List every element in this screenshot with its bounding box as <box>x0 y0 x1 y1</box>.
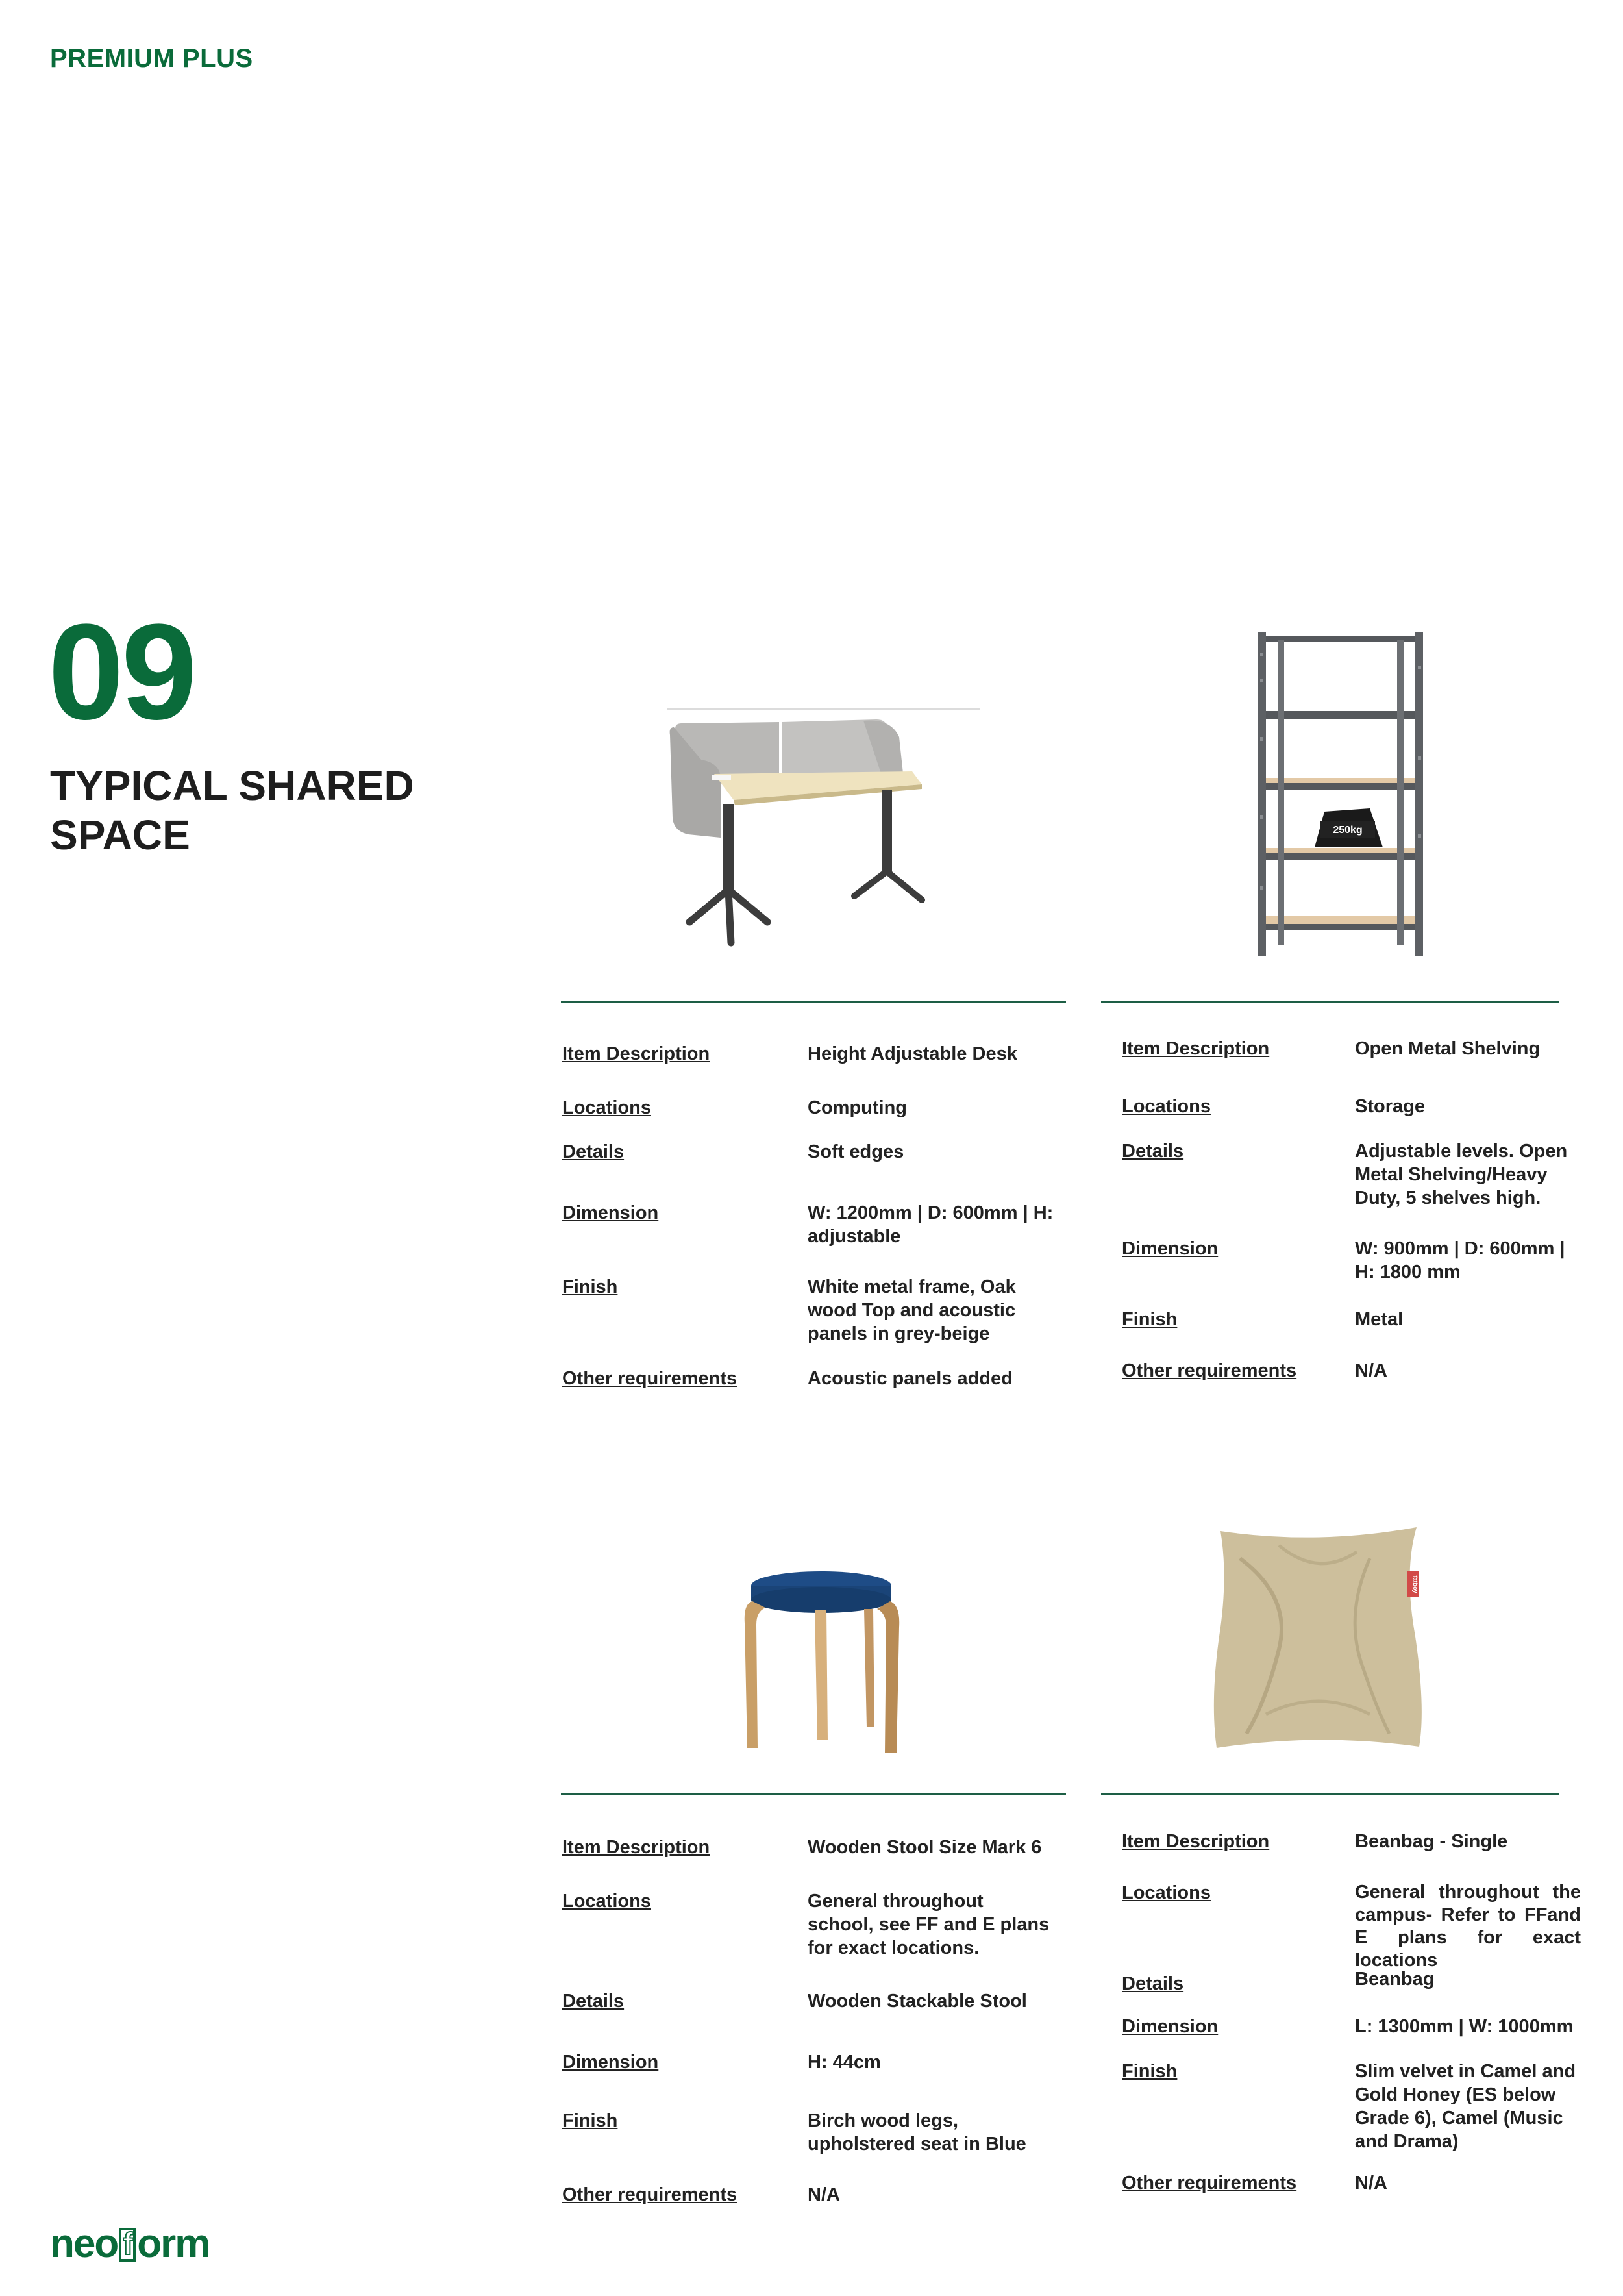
height-adjustable-desk-image <box>649 701 987 961</box>
label-other-requirements: Other requirements <box>562 2184 737 2205</box>
value-locations: General throughout school, see FF and E plans for exact locations. <box>808 1891 1050 1958</box>
value-dimension: W: 900mm | D: 600mm | H: 1800 mm <box>1355 1238 1565 1282</box>
section-number: 09 <box>48 595 195 748</box>
value-details: Beanbag <box>1355 1969 1435 1990</box>
label-finish: Finish <box>1122 1309 1178 1330</box>
divider-item-3 <box>561 1793 1066 1795</box>
label-item-description: Item Description <box>562 1837 710 1858</box>
logo-f-mark: f <box>119 2228 136 2262</box>
label-finish: Finish <box>1122 2061 1178 2082</box>
logo-text-neo: neo <box>50 2221 118 2266</box>
brand-header: PREMIUM PLUS <box>50 44 253 73</box>
label-details: Details <box>1122 1141 1184 1162</box>
value-finish: Birch wood legs, upholstered seat in Blue <box>808 2110 1026 2154</box>
label-dimension: Dimension <box>562 2052 659 2073</box>
value-finish: Slim velvet in Camel and Gold Honey (ES below Grade 6), Camel (Music and Drama) <box>1355 2061 1576 2152</box>
section-title: TYPICAL SHARED SPACE <box>50 762 414 858</box>
value-other-requirements: N/A <box>1355 1360 1387 1381</box>
value-other-requirements: N/A <box>808 2184 840 2205</box>
value-item-description: Beanbag - Single <box>1355 1831 1508 1852</box>
wooden-stool-image <box>730 1565 912 1766</box>
divider-item-1 <box>561 1001 1066 1003</box>
label-item-description: Item Description <box>1122 1831 1270 1852</box>
label-dimension: Dimension <box>1122 1238 1219 1259</box>
value-dimension: W: 1200mm | D: 600mm | H: adjustable <box>808 1203 1054 1247</box>
label-details: Details <box>562 1142 625 1162</box>
neoform-logo <box>50 2221 209 2267</box>
value-details: Soft edges <box>808 1142 904 1162</box>
value-finish: White metal frame, Oak wood Top and acoustic panels in grey-beige <box>808 1277 1016 1344</box>
label-locations: Locations <box>562 1891 651 1912</box>
label-item-description: Item Description <box>1122 1038 1270 1059</box>
divider-item-4 <box>1101 1793 1559 1795</box>
label-locations: Locations <box>1122 1096 1211 1117</box>
label-locations: Locations <box>562 1097 651 1118</box>
label-other-requirements: Other requirements <box>1122 1360 1297 1381</box>
beanbag-image <box>1201 1519 1435 1760</box>
value-other-requirements: N/A <box>1355 2173 1387 2193</box>
label-other-requirements: Other requirements <box>562 1368 737 1389</box>
value-dimension: L: 1300mm | W: 1000mm <box>1355 2016 1574 2037</box>
value-item-description: Height Adjustable Desk <box>808 1043 1017 1064</box>
label-item-description: Item Description <box>562 1043 710 1064</box>
value-other-requirements: Acoustic panels added <box>808 1368 1013 1389</box>
value-dimension: H: 44cm <box>808 2052 881 2073</box>
value-locations: Storage <box>1355 1096 1425 1117</box>
label-dimension: Dimension <box>1122 2016 1219 2037</box>
logo-text-orm: orm <box>137 2221 210 2266</box>
value-details: Wooden Stackable Stool <box>808 1991 1027 2012</box>
beanbag-tag-label: fatboy <box>1412 1575 1419 1593</box>
divider-item-2 <box>1101 1001 1559 1003</box>
value-item-description: Wooden Stool Size Mark 6 <box>808 1837 1042 1858</box>
label-details: Details <box>562 1991 625 2012</box>
open-metal-shelving-image <box>1253 627 1428 961</box>
label-dimension: Dimension <box>562 1203 659 1223</box>
shelf-box-label: 250kg <box>1333 825 1363 836</box>
label-other-requirements: Other requirements <box>1122 2173 1297 2193</box>
value-finish: Metal <box>1355 1309 1404 1330</box>
value-locations: General throughout the campus- Refer to FFand E plans for exact locations <box>1355 1882 1581 1971</box>
label-finish: Finish <box>562 2110 618 2131</box>
value-item-description: Open Metal Shelving <box>1355 1038 1541 1059</box>
label-locations: Locations <box>1122 1882 1211 1903</box>
value-locations: Computing <box>808 1097 908 1118</box>
value-details: Adjustable levels. Open Metal Shelving/Heavy Duty, 5 shelves high. <box>1355 1141 1568 1208</box>
label-finish: Finish <box>562 1277 618 1297</box>
label-details: Details <box>1122 1973 1184 1994</box>
